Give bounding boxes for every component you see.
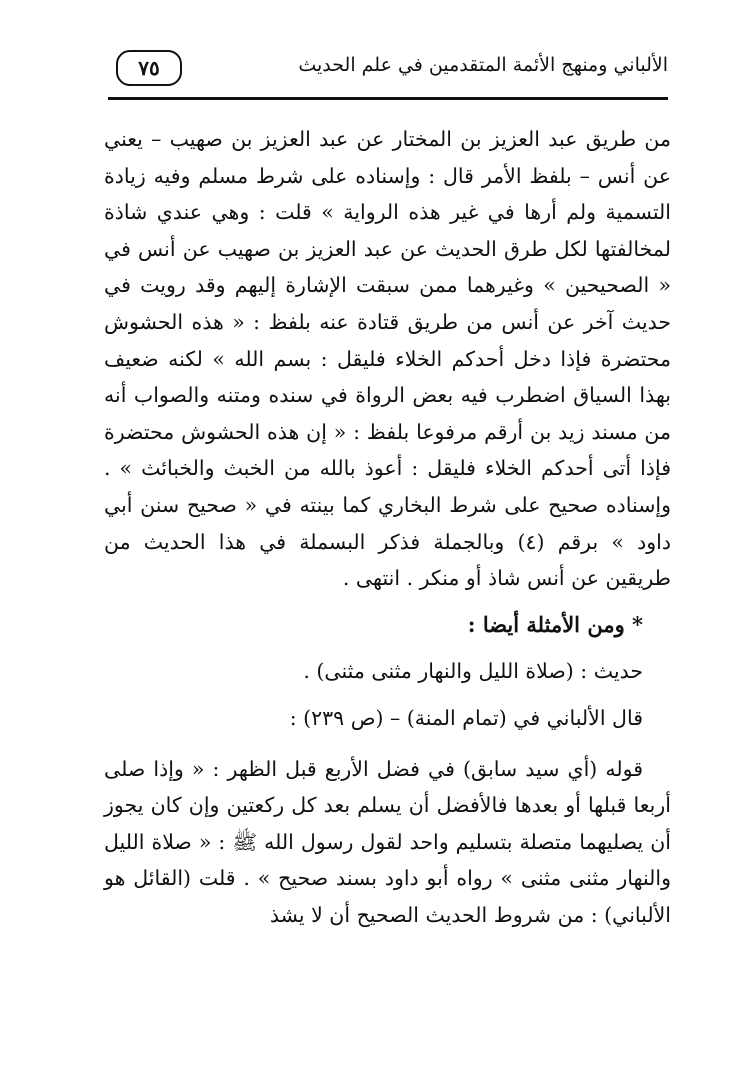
page-body: [104, 121, 671, 933]
albani-citation-line: قال الألباني في (تمام المنة) – (ص ٢٣٩) :: [289, 705, 643, 730]
header-rule: [108, 97, 668, 100]
hadith-line: حديث : (صلاة الليل والنهار مثنى مثنى) .: [303, 659, 643, 684]
page-number-badge: ٧٥: [116, 50, 182, 86]
paragraph-commentary: قوله (أي سيد سابق) في فضل الأربع قبل الظهر : « وإذا صلى أربعا قبلها أو بعدها فالأفضل أن يسلم بعد كل ركعتين وإن كان يجوز أن يصليهما متصلة بتسليم واحد لقول رسول الله ﷺ : « صلاة الليل والنهار مثنى مثنى » رواه أبو داود بسند صحيح » . قلت (القائل هو الألباني) : من شروط الحديث الصحيح أن لا يشذ: [104, 756, 671, 927]
section-heading: * ومن الأمثلة أيضا :: [467, 611, 643, 637]
paragraph-albani-quote: من طريق عبد العزيز بن المختار عن عبد العزيز بن صهيب – يعني عن أنس – بلفظ الأمر قال : وإسناده على شرط مسلم وفيه زيادة التسمية ولم أرها في غير هذه الرواية » قلت : وهي عندي شاذة لمخالفتها لكل طرق الحديث عن عبد العزيز بن صهيب عن أنس في « الصحيحين » وغيرهما ممن سبقت الإشارة إليهم وقد رويت في حديث آخر عن أنس من طريق قتادة عنه بلفظ : « هذه الحشوش محتضرة فإذا دخل أحدكم الخلاء فليقل : بسم الله » لكنه ضعيف بهذا السياق اضطرب فيه بعض الرواة في سنده ومتنه والصواب أنه من مسند زيد بن أرقم مرفوعا بلفظ : « إن هذه الحشوش محتضرة فإذا أتى أحدكم الخلاء فليقل : أعوذ بالله من الخبث والخبائث » . وإسناده صحيح على شرط البخاري كما بينته في « صحيح سنن أبي داود » برقم (٤) وبالجملة فذكر البسملة في هذا الحديث من طريقين عن أنس شاذ أو منكر . انتهى .: [104, 127, 671, 591]
page-header: [108, 44, 668, 96]
running-title: الألباني ومنهج الأئمة المتقدمين في علم الحديث: [298, 54, 668, 76]
